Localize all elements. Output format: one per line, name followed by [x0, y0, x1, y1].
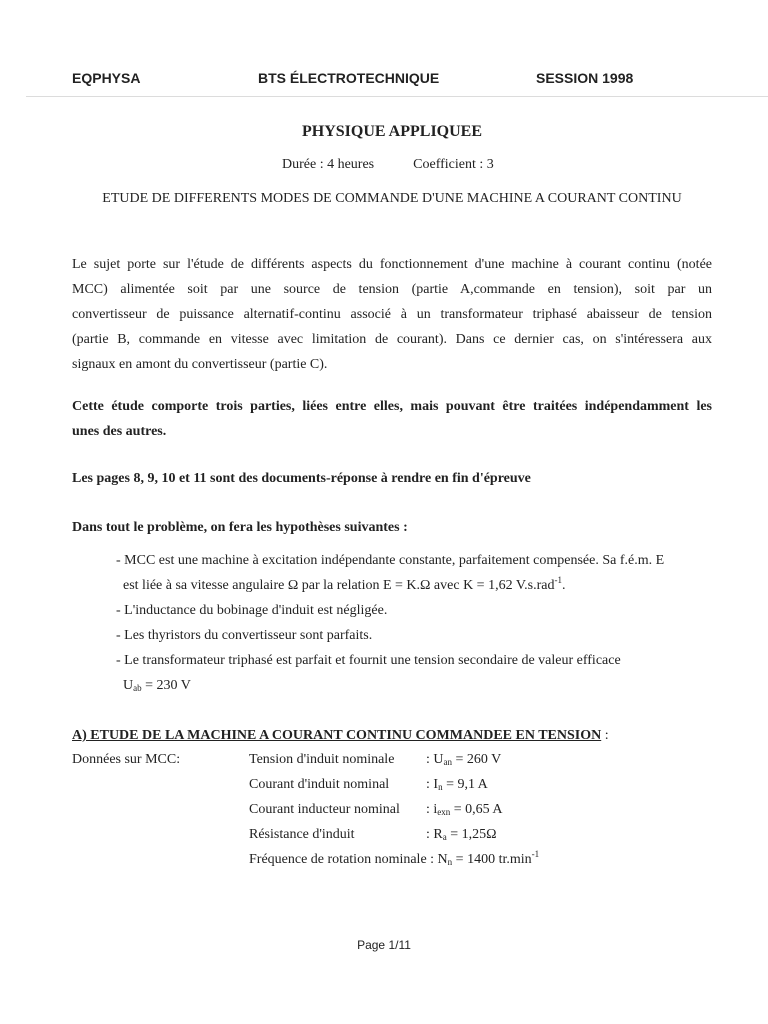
- hypothesis-2: - L'inductance du bobinage d'induit est négligée.: [116, 603, 388, 618]
- spec-symbol: : I: [426, 777, 439, 792]
- spec-label: Résistance d'induit: [249, 827, 355, 842]
- intro-line: Le sujet porte sur l'étude de différents aspects du fonctionnement d'une machine à courant continu (notée: [72, 257, 712, 272]
- partA-heading: [72, 728, 609, 744]
- document-title: PHYSIQUE APPLIQUEE: [301, 123, 483, 140]
- header-code: EQPHYSA: [72, 70, 141, 86]
- symbol: U: [123, 678, 134, 693]
- spec-label: Courant inducteur nominal: [249, 802, 400, 817]
- spec-number: = 0,65 A: [450, 802, 503, 817]
- spec-subscript: a: [442, 832, 447, 842]
- spec-symbol: : i: [426, 802, 438, 817]
- subscript: ab: [133, 683, 142, 693]
- partA-heading-text: A) ETUDE DE LA MACHINE A COURANT CONTINU COMMANDEE EN TENSION: [72, 728, 602, 743]
- spec-number: = 1,25Ω: [446, 827, 497, 842]
- hypothesis-1-text: est liée à sa vitesse angulaire Ω par la relation E = K.Ω avec K = 1,62 V.s.rad: [123, 578, 555, 593]
- spec-symbol: : R: [426, 827, 443, 842]
- donnees-label: Données sur MCC:: [72, 752, 181, 767]
- hypotheses-title: Dans tout le problème, on fera les hypothèses suivantes :: [72, 520, 408, 535]
- subject-title: ETUDE DE DIFFERENTS MODES DE COMMANDE D'UNE MACHINE A COURANT CONTINU: [102, 191, 682, 206]
- page-number: Page 1/11: [357, 938, 411, 952]
- period: .: [561, 578, 566, 593]
- header-exam: BTS ÉLECTROTECHNIQUE: [258, 70, 440, 86]
- spec-number: = 1400 tr.min: [452, 852, 532, 867]
- coefficient: Coefficient : 3: [413, 157, 494, 172]
- spec-frequency: [249, 849, 540, 868]
- spec-number: = 9,1 A: [442, 777, 488, 792]
- intro-line: MCC) alimentée soit par une source de tension (partie A,commande en tension), soit par un: [72, 282, 712, 297]
- intro-line: convertisseur de puissance alternatif-continu associé à un transformateur triphasé abaisseur de tension: [72, 307, 712, 322]
- spec-label: Courant d'induit nominal: [249, 777, 390, 792]
- spec-subscript: n: [438, 782, 443, 792]
- unit-exponent: -1: [531, 849, 540, 859]
- pages-note: Les pages 8, 9, 10 et 11 sont des documents-réponse à rendre en fin d'épreuve: [72, 471, 531, 486]
- parts-line: unes des autres.: [72, 424, 167, 439]
- value: = 230 V: [141, 678, 191, 693]
- exam-info: [282, 157, 494, 173]
- spec-label: Tension d'induit nominale: [249, 752, 395, 767]
- spec-label: Fréquence de rotation nominale : N: [249, 852, 448, 867]
- hypothesis-4: - Le transformateur triphasé est parfait et fournit une tension secondaire de valeur efficace: [116, 653, 621, 668]
- spec-subscript: an: [443, 757, 452, 767]
- hypothesis-1-cont: [123, 575, 566, 594]
- header-divider: [26, 96, 768, 97]
- parts-line: Cette étude comporte trois parties, liées entre elles, mais pouvant être traitées indépendamment les: [72, 399, 712, 414]
- spec-value: [426, 827, 497, 843]
- intro-paragraph: [72, 252, 712, 377]
- spec-subscript: exn: [437, 807, 451, 817]
- spec-value: [426, 777, 488, 793]
- unit-exponent: -1: [554, 575, 562, 585]
- hypothesis-3: - Les thyristors du convertisseur sont parfaits.: [116, 628, 373, 643]
- spec-symbol: : U: [426, 752, 444, 767]
- intro-line: (partie B, commande en vitesse avec limitation de courant). Dans ce dernier cas, on s'intéressera aux: [72, 332, 712, 347]
- spec-value: [426, 752, 501, 768]
- hypothesis-4-value: [123, 678, 191, 694]
- heading-colon: :: [601, 728, 609, 743]
- parts-paragraph: [72, 394, 712, 444]
- spec-number: = 260 V: [452, 752, 502, 767]
- spec-value: [426, 802, 503, 818]
- header-session: SESSION 1998: [536, 70, 634, 86]
- intro-line: signaux en amont du convertisseur (partie C).: [72, 357, 328, 372]
- duration: Durée : 4 heures: [282, 157, 375, 172]
- spec-subscript: n: [447, 857, 453, 867]
- hypothesis-1: - MCC est une machine à excitation indépendante constante, parfaitement compensée. Sa f.é.m. E: [116, 553, 665, 568]
